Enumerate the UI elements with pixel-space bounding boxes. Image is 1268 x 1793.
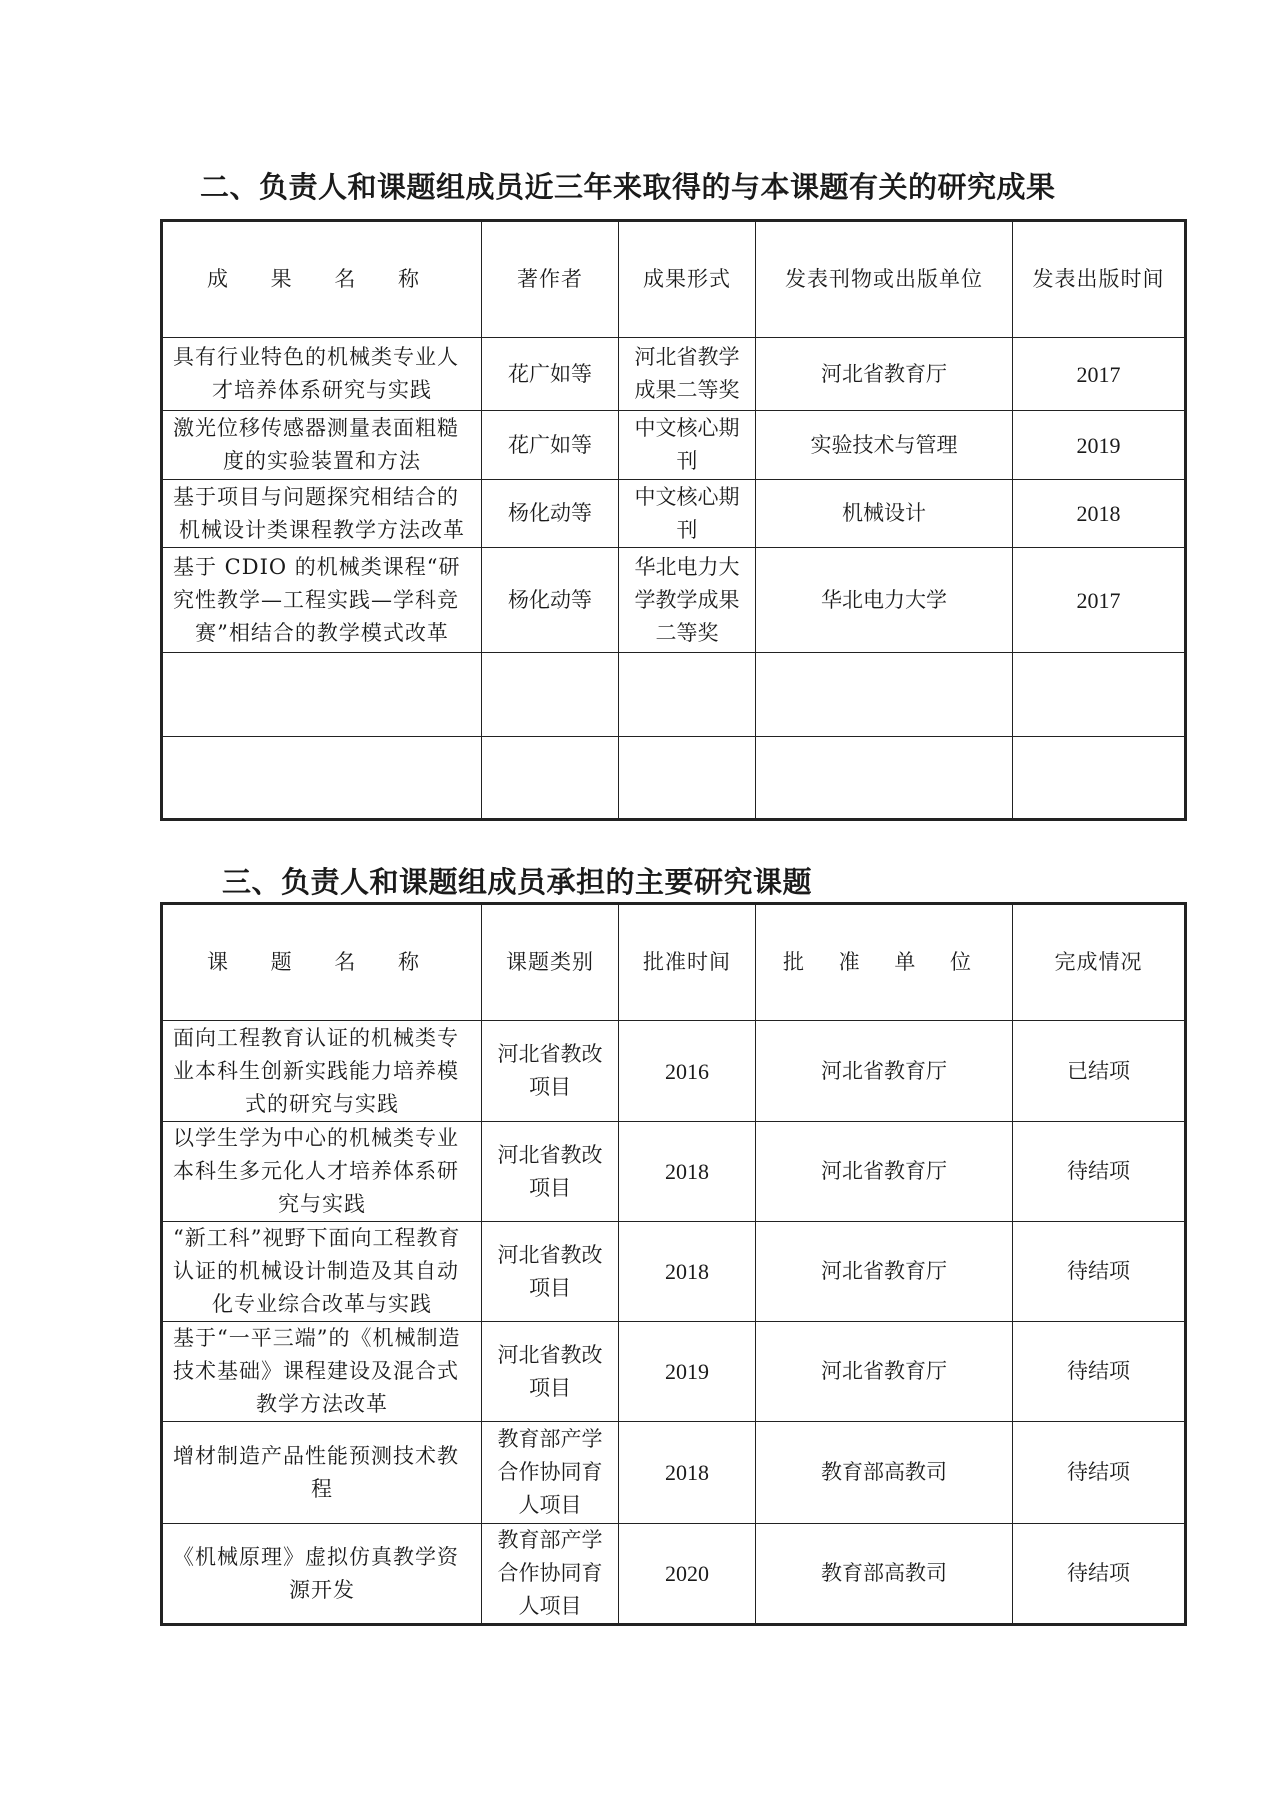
empty-cell [482, 737, 619, 820]
table-row [162, 1222, 1186, 1322]
project-name: 以学生学为中心的机械类专业本科生多元化人才培养体系研究与实践 [162, 1122, 482, 1222]
result-publisher: 河北省教育厅 [756, 338, 1013, 411]
header-result-name: 成 果 名 称 [162, 221, 482, 338]
table-row-empty [162, 737, 1186, 820]
table-row [162, 1122, 1186, 1222]
project-category: 教育部产学合作协同育人项目 [482, 1422, 619, 1524]
project-unit: 河北省教育厅 [756, 1222, 1013, 1322]
result-author: 花广如等 [482, 411, 619, 480]
research-results-table [160, 219, 1187, 821]
empty-cell [162, 653, 482, 737]
project-year: 2020 [619, 1524, 756, 1625]
result-author: 花广如等 [482, 338, 619, 411]
project-status: 待结项 [1013, 1122, 1186, 1222]
table-row [162, 1524, 1186, 1625]
empty-cell [619, 737, 756, 820]
result-year: 2019 [1013, 411, 1186, 480]
header-status: 完成情况 [1013, 904, 1186, 1021]
result-form: 河北省教学成果二等奖 [619, 338, 756, 411]
table-row [162, 548, 1186, 653]
project-category: 河北省教改项目 [482, 1322, 619, 1422]
result-form: 华北电力大学教学成果二等奖 [619, 548, 756, 653]
project-category: 河北省教改项目 [482, 1021, 619, 1122]
empty-cell [162, 737, 482, 820]
empty-cell [1013, 653, 1186, 737]
table-row [162, 1422, 1186, 1524]
project-year: 2018 [619, 1222, 756, 1322]
result-publisher: 实验技术与管理 [756, 411, 1013, 480]
result-publisher: 机械设计 [756, 480, 1013, 548]
project-name: 面向工程教育认证的机械类专业本科生创新实践能力培养模式的研究与实践 [162, 1021, 482, 1122]
project-status: 待结项 [1013, 1524, 1186, 1625]
result-name: 基于项目与问题探究相结合的机械设计类课程教学方法改革 [162, 480, 482, 548]
header-publisher: 发表刊物或出版单位 [756, 221, 1013, 338]
result-year: 2018 [1013, 480, 1186, 548]
section-2-title: 二、负责人和课题组成员近三年来取得的与本课题有关的研究成果 [200, 170, 1056, 204]
section-3-title: 三、负责人和课题组成员承担的主要研究课题 [222, 865, 813, 899]
project-unit: 河北省教育厅 [756, 1021, 1013, 1122]
header-category: 课题类别 [482, 904, 619, 1021]
result-name: 激光位移传感器测量表面粗糙度的实验装置和方法 [162, 411, 482, 480]
project-status: 待结项 [1013, 1322, 1186, 1422]
table-row [162, 338, 1186, 411]
header-approval-unit: 批 准 单 位 [756, 904, 1013, 1021]
result-year: 2017 [1013, 548, 1186, 653]
result-form: 中文核心期刊 [619, 480, 756, 548]
header-publish-time: 发表出版时间 [1013, 221, 1186, 338]
result-name: 具有行业特色的机械类专业人才培养体系研究与实践 [162, 338, 482, 411]
project-category: 河北省教改项目 [482, 1122, 619, 1222]
header-approval-time: 批准时间 [619, 904, 756, 1021]
research-projects-table [160, 902, 1187, 1626]
project-unit: 河北省教育厅 [756, 1122, 1013, 1222]
table-header-row [162, 221, 1186, 338]
table-row-empty [162, 653, 1186, 737]
project-year: 2018 [619, 1122, 756, 1222]
header-author: 著作者 [482, 221, 619, 338]
table-row [162, 1021, 1186, 1122]
header-project-name: 课 题 名 称 [162, 904, 482, 1021]
project-unit: 教育部高教司 [756, 1422, 1013, 1524]
result-author: 杨化动等 [482, 480, 619, 548]
result-author: 杨化动等 [482, 548, 619, 653]
project-unit: 教育部高教司 [756, 1524, 1013, 1625]
empty-cell [1013, 737, 1186, 820]
project-name: 基于“一平三端”的《机械制造技术基础》课程建设及混合式教学方法改革 [162, 1322, 482, 1422]
empty-cell [619, 653, 756, 737]
result-form: 中文核心期刊 [619, 411, 756, 480]
header-form: 成果形式 [619, 221, 756, 338]
result-publisher: 华北电力大学 [756, 548, 1013, 653]
project-year: 2018 [619, 1422, 756, 1524]
table-header-row [162, 904, 1186, 1021]
project-status: 已结项 [1013, 1021, 1186, 1122]
result-name: 基于 CDIO 的机械类课程“研究性教学—工程实践—学科竞赛”相结合的教学模式改革 [162, 548, 482, 653]
project-name: “新工科”视野下面向工程教育认证的机械设计制造及其自动化专业综合改革与实践 [162, 1222, 482, 1322]
table-row [162, 1322, 1186, 1422]
result-year: 2017 [1013, 338, 1186, 411]
project-unit: 河北省教育厅 [756, 1322, 1013, 1422]
project-status: 待结项 [1013, 1222, 1186, 1322]
empty-cell [482, 653, 619, 737]
project-name: 《机械原理》虚拟仿真教学资源开发 [162, 1524, 482, 1625]
empty-cell [756, 653, 1013, 737]
project-category: 教育部产学合作协同育人项目 [482, 1524, 619, 1625]
project-category: 河北省教改项目 [482, 1222, 619, 1322]
project-year: 2016 [619, 1021, 756, 1122]
project-year: 2019 [619, 1322, 756, 1422]
project-status: 待结项 [1013, 1422, 1186, 1524]
table-row [162, 480, 1186, 548]
empty-cell [756, 737, 1013, 820]
project-name: 增材制造产品性能预测技术教程 [162, 1422, 482, 1524]
table-row [162, 411, 1186, 480]
